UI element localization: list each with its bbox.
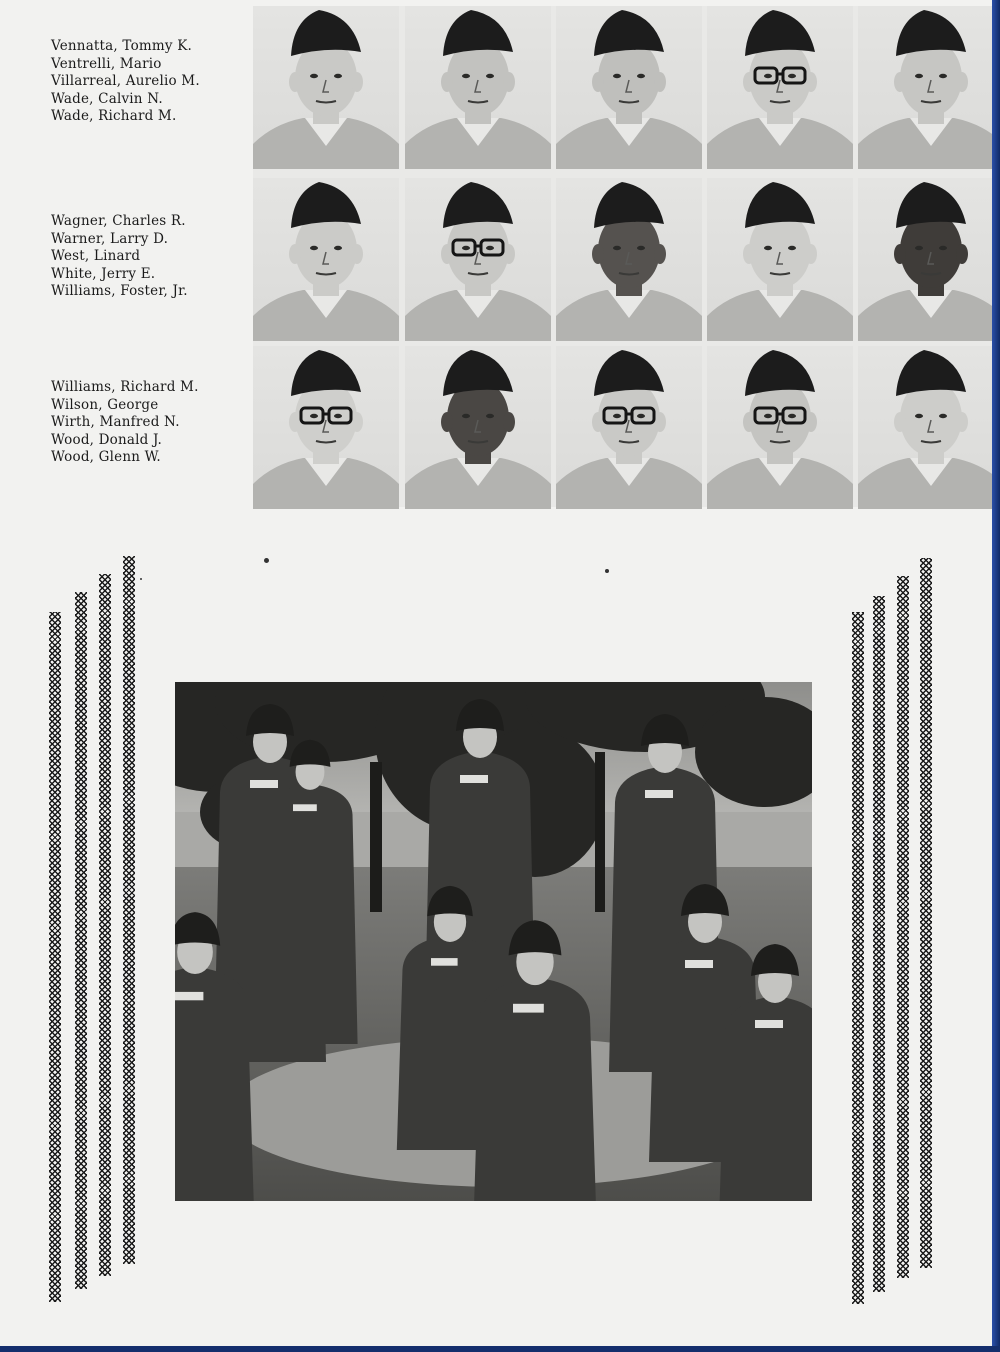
eye	[939, 246, 947, 250]
cadet-name: Warner, Larry D.	[51, 230, 169, 247]
ear	[805, 412, 817, 432]
name-tape	[250, 780, 278, 788]
eye	[462, 246, 470, 250]
decorative-hatched-stripe	[75, 592, 87, 1289]
garrison-cap	[896, 10, 966, 56]
ear	[592, 244, 604, 264]
decorative-hatched-stripe	[897, 576, 909, 1278]
eye	[310, 246, 318, 250]
cadet-portrait	[556, 178, 702, 341]
decorative-hatched-stripe	[920, 558, 932, 1268]
eye	[486, 414, 494, 418]
eye	[310, 414, 318, 418]
eye	[310, 74, 318, 78]
cadet-portrait	[253, 346, 399, 509]
cadet-name: Williams, Foster, Jr.	[51, 283, 188, 300]
cadet-name: Wagner, Charles R.	[51, 213, 186, 229]
print-speck	[605, 569, 609, 573]
eye	[637, 246, 645, 250]
garrison-cap	[291, 10, 361, 56]
name-tape	[513, 1004, 544, 1013]
ear	[894, 244, 906, 264]
cadet-name: Villarreal, Aurelio M.	[51, 73, 200, 90]
name-list-row-1	[51, 38, 200, 126]
cadet-portrait	[858, 6, 992, 169]
name-tape	[175, 992, 203, 1000]
cadet-portrait	[405, 346, 551, 509]
name-tape	[293, 804, 317, 811]
name-list-row-2	[51, 213, 188, 301]
ear	[351, 72, 363, 92]
eye	[613, 74, 621, 78]
eye	[915, 74, 923, 78]
ear	[743, 72, 755, 92]
ear	[503, 412, 515, 432]
ear	[894, 72, 906, 92]
ear	[289, 412, 301, 432]
garrison-cap	[594, 10, 664, 56]
eye	[613, 246, 621, 250]
name-tape	[645, 790, 673, 798]
name-tape	[460, 775, 488, 783]
ear	[805, 244, 817, 264]
garrison-cap	[443, 350, 513, 396]
cadet-portrait	[556, 6, 702, 169]
decorative-hatched-stripe	[123, 556, 135, 1264]
ear	[654, 412, 666, 432]
decorative-hatched-stripe	[852, 612, 864, 1304]
cadet-portrait	[405, 6, 551, 169]
cadet-portrait	[707, 6, 853, 169]
cadet-portrait	[858, 178, 992, 341]
soldier-body	[175, 967, 254, 1201]
eye	[486, 246, 494, 250]
garrison-cap	[594, 350, 664, 396]
eye	[939, 74, 947, 78]
eye	[764, 414, 772, 418]
ear	[592, 412, 604, 432]
print-speck	[264, 558, 269, 563]
eye	[764, 246, 772, 250]
cadet-name: Wade, Calvin N.	[51, 90, 163, 107]
ear	[351, 244, 363, 264]
ear	[289, 244, 301, 264]
cadet-name: Williams, Richard M.	[51, 379, 199, 395]
ear	[441, 72, 453, 92]
garrison-cap	[291, 350, 361, 396]
cadet-portrait	[707, 346, 853, 509]
ear	[654, 244, 666, 264]
name-tape	[431, 958, 458, 966]
eye	[788, 246, 796, 250]
cadet-portrait	[253, 6, 399, 169]
ear	[592, 72, 604, 92]
eye	[462, 74, 470, 78]
eye	[788, 74, 796, 78]
ear	[441, 244, 453, 264]
eye	[637, 74, 645, 78]
cadet-portrait	[858, 346, 992, 509]
ear	[289, 72, 301, 92]
soldier-body	[262, 784, 357, 1044]
garrison-cap	[745, 10, 815, 56]
name-tape	[685, 960, 713, 968]
ear	[503, 72, 515, 92]
cadet-name: Wood, Donald J.	[51, 431, 163, 448]
ear	[743, 244, 755, 264]
group-photograph	[175, 682, 812, 1201]
ear	[743, 412, 755, 432]
garrison-cap	[594, 182, 664, 228]
cadet-name: Wirth, Manfred N.	[51, 414, 180, 431]
garrison-cap	[745, 182, 815, 228]
cadet-name: Wilson, George	[51, 396, 159, 413]
ear	[503, 244, 515, 264]
eye	[462, 414, 470, 418]
group-photo-scene	[175, 682, 812, 1201]
ear	[351, 412, 363, 432]
eye	[613, 414, 621, 418]
cadet-portrait	[253, 178, 399, 341]
eye	[788, 414, 796, 418]
eye	[915, 414, 923, 418]
ear	[894, 412, 906, 432]
cadet-name: Vennatta, Tommy K.	[51, 38, 192, 54]
garrison-cap	[291, 182, 361, 228]
cadet-name: Ventrelli, Mario	[51, 55, 162, 72]
cadet-portrait	[405, 178, 551, 341]
name-list-row-3	[51, 379, 199, 467]
scan-border-right	[992, 0, 1000, 1352]
garrison-cap	[896, 350, 966, 396]
ear	[956, 244, 968, 264]
decorative-hatched-stripe	[49, 612, 61, 1302]
name-tape	[755, 1020, 783, 1028]
decorative-hatched-stripe	[873, 596, 885, 1292]
eye	[334, 246, 342, 250]
eye	[334, 74, 342, 78]
decorative-hatched-stripe	[99, 574, 111, 1276]
garrison-cap	[443, 182, 513, 228]
scan-border-bottom	[0, 1346, 1000, 1352]
portrait-grid	[253, 6, 992, 507]
garrison-cap	[443, 10, 513, 56]
eye	[334, 414, 342, 418]
ear	[441, 412, 453, 432]
eye	[939, 414, 947, 418]
cadet-name: Wood, Glenn W.	[51, 449, 161, 466]
print-speck	[140, 578, 142, 580]
garrison-cap	[745, 350, 815, 396]
ear	[956, 72, 968, 92]
eye	[915, 246, 923, 250]
cadet-portrait	[556, 346, 702, 509]
ear	[805, 72, 817, 92]
cadet-name: White, Jerry E.	[51, 265, 156, 282]
eye	[764, 74, 772, 78]
eye	[637, 414, 645, 418]
cadet-portrait	[707, 178, 853, 341]
garrison-cap	[896, 182, 966, 228]
cadet-name: Wade, Richard M.	[51, 108, 177, 125]
cadet-name: West, Linard	[51, 248, 141, 265]
ear	[654, 72, 666, 92]
ear	[956, 412, 968, 432]
eye	[486, 74, 494, 78]
